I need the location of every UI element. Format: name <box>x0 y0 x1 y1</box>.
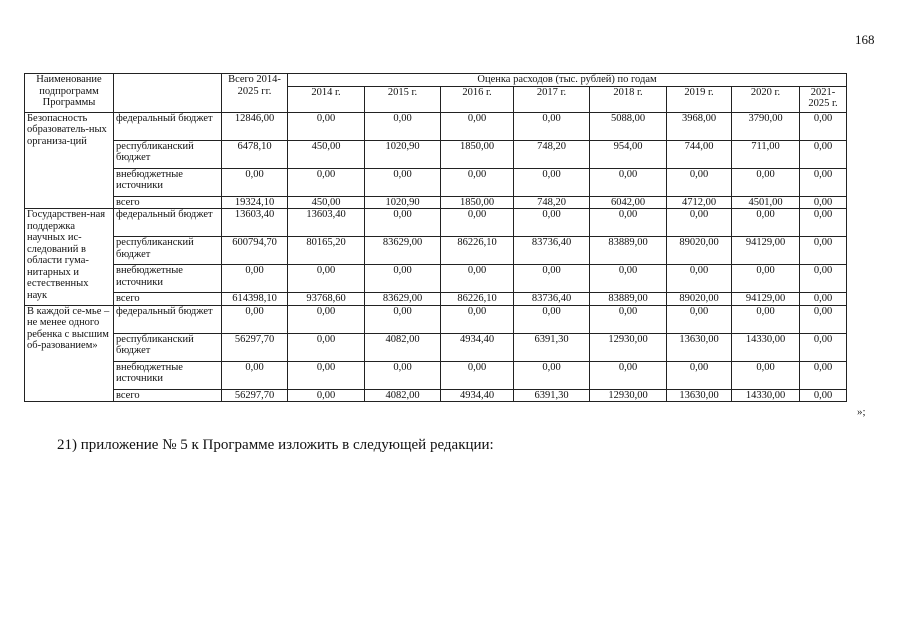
year-value: 0,00 <box>441 361 514 389</box>
year-value: 748,20 <box>514 140 590 168</box>
header-year: 2019 г. <box>667 86 732 112</box>
header-name: Наименование подпрограмм Программы <box>25 74 114 113</box>
year-value: 0,00 <box>514 305 590 333</box>
year-value: 0,00 <box>288 389 365 402</box>
year-value: 5088,00 <box>590 112 667 140</box>
closing-quote: »; <box>857 406 866 418</box>
funding-source: федеральный бюджет <box>114 305 222 333</box>
table-row <box>25 389 847 402</box>
year-value: 0,00 <box>365 305 441 333</box>
year-value: 0,00 <box>667 209 732 237</box>
header-year: 2014 г. <box>288 86 365 112</box>
table-row <box>25 361 847 389</box>
year-value: 0,00 <box>365 112 441 140</box>
table-row <box>25 196 847 209</box>
year-value: 0,00 <box>365 265 441 293</box>
year-value: 0,00 <box>800 209 847 237</box>
total-value: 0,00 <box>222 265 288 293</box>
year-value: 0,00 <box>800 389 847 402</box>
year-value: 0,00 <box>732 305 800 333</box>
year-value: 0,00 <box>441 209 514 237</box>
year-value: 1020,90 <box>365 140 441 168</box>
funding-source: всего <box>114 196 222 209</box>
year-value: 450,00 <box>288 196 365 209</box>
year-value: 0,00 <box>800 265 847 293</box>
year-value: 86226,10 <box>441 293 514 306</box>
year-value: 83629,00 <box>365 293 441 306</box>
year-value: 80165,20 <box>288 237 365 265</box>
table-row <box>25 293 847 306</box>
year-value: 93768,60 <box>288 293 365 306</box>
header-estimate: Оценка расходов (тыс. рублей) по годам <box>288 74 847 87</box>
year-value: 13603,40 <box>288 209 365 237</box>
year-value: 0,00 <box>365 168 441 196</box>
header-year: 2021-2025 г. <box>800 86 847 112</box>
table-row <box>25 333 847 361</box>
year-value: 94129,00 <box>732 237 800 265</box>
total-value: 56297,70 <box>222 333 288 361</box>
year-value: 86226,10 <box>441 237 514 265</box>
year-value: 4501,00 <box>732 196 800 209</box>
funding-source: федеральный бюджет <box>114 112 222 140</box>
table-row <box>25 168 847 196</box>
year-value: 12930,00 <box>590 389 667 402</box>
year-value: 0,00 <box>365 209 441 237</box>
year-value: 0,00 <box>800 305 847 333</box>
subprogram-name: Безопасность образователь-ных организа-ций <box>25 112 114 209</box>
total-value: 6478,10 <box>222 140 288 168</box>
year-value: 12930,00 <box>590 333 667 361</box>
year-value: 4082,00 <box>365 389 441 402</box>
year-value: 0,00 <box>288 361 365 389</box>
year-value: 748,20 <box>514 196 590 209</box>
year-value: 0,00 <box>288 168 365 196</box>
funding-source: федеральный бюджет <box>114 209 222 237</box>
year-value: 0,00 <box>514 112 590 140</box>
year-value: 83629,00 <box>365 237 441 265</box>
year-value: 89020,00 <box>667 237 732 265</box>
year-value: 0,00 <box>800 140 847 168</box>
year-value: 1020,90 <box>365 196 441 209</box>
year-value: 1850,00 <box>441 196 514 209</box>
year-value: 0,00 <box>590 209 667 237</box>
page-number: 168 <box>855 32 875 47</box>
header-total: Всего 2014-2025 гг. <box>222 74 288 113</box>
subprogram-name: В каждой се-мье – не менее одного ребенка с высшим об-разованием» <box>25 305 114 402</box>
year-value: 0,00 <box>441 265 514 293</box>
total-value: 56297,70 <box>222 389 288 402</box>
header-year: 2016 г. <box>441 86 514 112</box>
year-value: 4082,00 <box>365 333 441 361</box>
year-value: 0,00 <box>365 361 441 389</box>
funding-source: республиканский бюджет <box>114 140 222 168</box>
funding-source: внебюджетные источники <box>114 168 222 196</box>
year-value: 14330,00 <box>732 389 800 402</box>
table-row <box>25 140 847 168</box>
year-value: 4934,40 <box>441 389 514 402</box>
header-year: 2020 г. <box>732 86 800 112</box>
year-value: 0,00 <box>590 361 667 389</box>
year-value: 89020,00 <box>667 293 732 306</box>
year-value: 13630,00 <box>667 389 732 402</box>
table-row <box>25 265 847 293</box>
year-value: 13630,00 <box>667 333 732 361</box>
year-value: 0,00 <box>667 168 732 196</box>
budget-table <box>24 73 847 402</box>
table-row <box>25 112 847 140</box>
year-value: 83889,00 <box>590 293 667 306</box>
year-value: 3968,00 <box>667 112 732 140</box>
year-value: 4712,00 <box>667 196 732 209</box>
year-value: 0,00 <box>800 112 847 140</box>
year-value: 0,00 <box>800 293 847 306</box>
year-value: 6391,30 <box>514 389 590 402</box>
total-value: 12846,00 <box>222 112 288 140</box>
total-value: 600794,70 <box>222 237 288 265</box>
header-year: 2018 г. <box>590 86 667 112</box>
year-value: 0,00 <box>800 237 847 265</box>
year-value: 954,00 <box>590 140 667 168</box>
year-value: 0,00 <box>288 305 365 333</box>
year-value: 1850,00 <box>441 140 514 168</box>
year-value: 0,00 <box>514 209 590 237</box>
total-value: 0,00 <box>222 305 288 333</box>
year-value: 0,00 <box>732 361 800 389</box>
year-value: 3790,00 <box>732 112 800 140</box>
year-value: 744,00 <box>667 140 732 168</box>
year-value: 0,00 <box>800 196 847 209</box>
year-value: 0,00 <box>441 112 514 140</box>
amendment-paragraph: 21) приложение № 5 к Программе изложить в следующей редакции: <box>57 437 494 453</box>
year-value: 0,00 <box>667 305 732 333</box>
year-value: 83889,00 <box>590 237 667 265</box>
year-value: 83736,40 <box>514 237 590 265</box>
year-value: 0,00 <box>288 333 365 361</box>
year-value: 0,00 <box>514 361 590 389</box>
total-value: 19324,10 <box>222 196 288 209</box>
year-value: 6391,30 <box>514 333 590 361</box>
subprogram-name: Государствен-ная поддержка научных ис-следований в области гума-нитарных и естественных наук <box>25 209 114 306</box>
year-value: 0,00 <box>441 168 514 196</box>
year-value: 4934,40 <box>441 333 514 361</box>
year-value: 0,00 <box>590 305 667 333</box>
table-row <box>25 237 847 265</box>
year-value: 0,00 <box>800 168 847 196</box>
year-value: 0,00 <box>590 265 667 293</box>
total-value: 614398,10 <box>222 293 288 306</box>
funding-source: республиканский бюджет <box>114 237 222 265</box>
year-value: 0,00 <box>441 305 514 333</box>
funding-source: республиканский бюджет <box>114 333 222 361</box>
year-value: 0,00 <box>732 168 800 196</box>
funding-source: всего <box>114 293 222 306</box>
year-value: 6042,00 <box>590 196 667 209</box>
year-value: 0,00 <box>732 265 800 293</box>
table-row <box>25 209 847 237</box>
funding-source: всего <box>114 389 222 402</box>
year-value: 94129,00 <box>732 293 800 306</box>
total-value: 13603,40 <box>222 209 288 237</box>
header-year: 2015 г. <box>365 86 441 112</box>
total-value: 0,00 <box>222 361 288 389</box>
year-value: 83736,40 <box>514 293 590 306</box>
year-value: 0,00 <box>514 265 590 293</box>
total-value: 0,00 <box>222 168 288 196</box>
year-value: 0,00 <box>800 361 847 389</box>
header-year: 2017 г. <box>514 86 590 112</box>
year-value: 711,00 <box>732 140 800 168</box>
year-value: 14330,00 <box>732 333 800 361</box>
year-value: 0,00 <box>667 361 732 389</box>
funding-source: внебюджетные источники <box>114 265 222 293</box>
year-value: 0,00 <box>800 333 847 361</box>
year-value: 0,00 <box>667 265 732 293</box>
header-source <box>114 74 222 113</box>
year-value: 0,00 <box>590 168 667 196</box>
year-value: 0,00 <box>288 112 365 140</box>
table-row <box>25 305 847 333</box>
funding-source: внебюджетные источники <box>114 361 222 389</box>
year-value: 450,00 <box>288 140 365 168</box>
year-value: 0,00 <box>288 265 365 293</box>
year-value: 0,00 <box>514 168 590 196</box>
year-value: 0,00 <box>732 209 800 237</box>
